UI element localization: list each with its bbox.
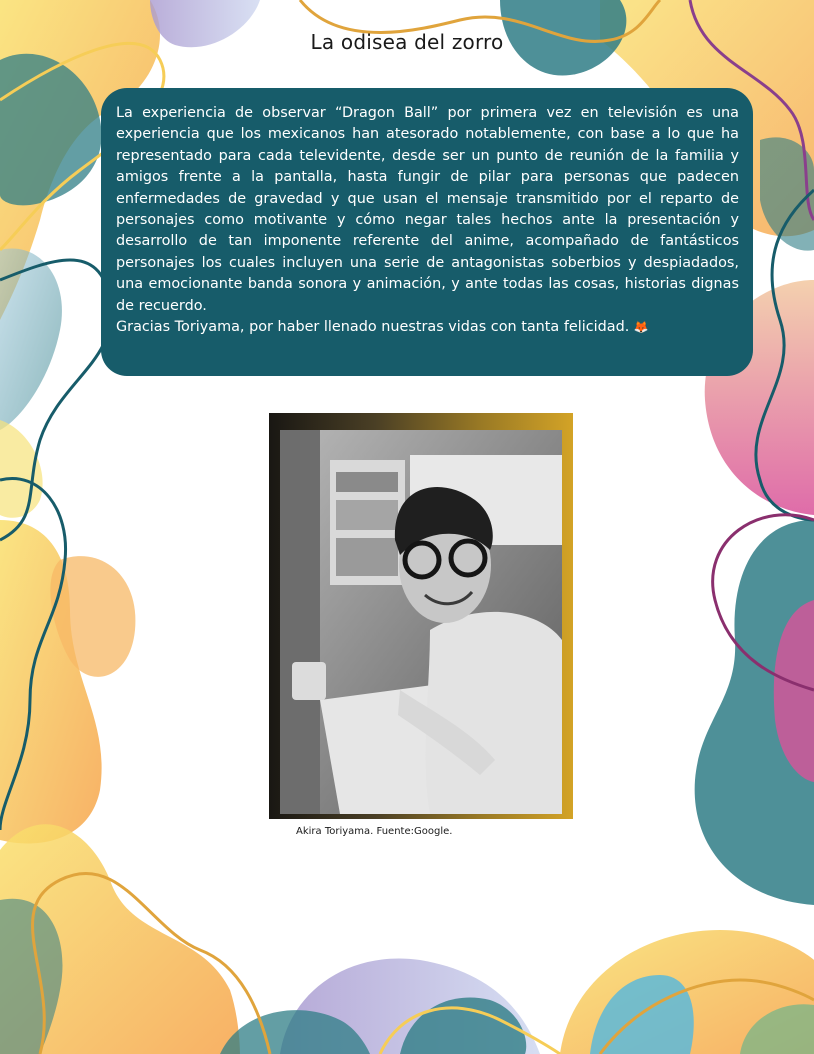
photo-frame bbox=[269, 413, 573, 819]
fox-icon: 🦊 bbox=[633, 320, 649, 335]
person-body bbox=[426, 612, 562, 814]
page-title: La odisea del zorro bbox=[310, 30, 504, 54]
text-box bbox=[101, 88, 753, 376]
figure-caption: Akira Toriyama. Fuente:Google. bbox=[296, 826, 453, 837]
photo-image bbox=[280, 430, 562, 814]
mug bbox=[292, 662, 326, 700]
closing-line bbox=[116, 317, 739, 338]
body-paragraph: La experiencia de observar “Dragon Ball” por primera vez en televisión es una experiencia que los mexicanos han atesorado notablemente, con base a lo que ha representado para cada televidente, desde ser un punto de reunión de la familia y amigos frente a la pantalla, hasta fungir de pilar para personas que padecen enfermedades de gravedad y que usan el mensaje transmitido por el reparto de personajes como motivante y cómo negar tales hechos ante la presentación y desarrollo de tan imponente referente del anime, acompañado de fantásticos personajes los cuales incluyen una serie de antagonistas soberbios y despiadados, una emocionante banda sonora y animación, y ante todas las cosas, historias dignas de recuerdo. bbox=[116, 105, 739, 314]
blob-left-middle-yellow bbox=[0, 420, 43, 518]
photo-akira-toriyama bbox=[280, 430, 562, 814]
closing-text: Gracias Toriyama, por haber llenado nuestras vidas con tanta felicidad. bbox=[116, 319, 630, 336]
